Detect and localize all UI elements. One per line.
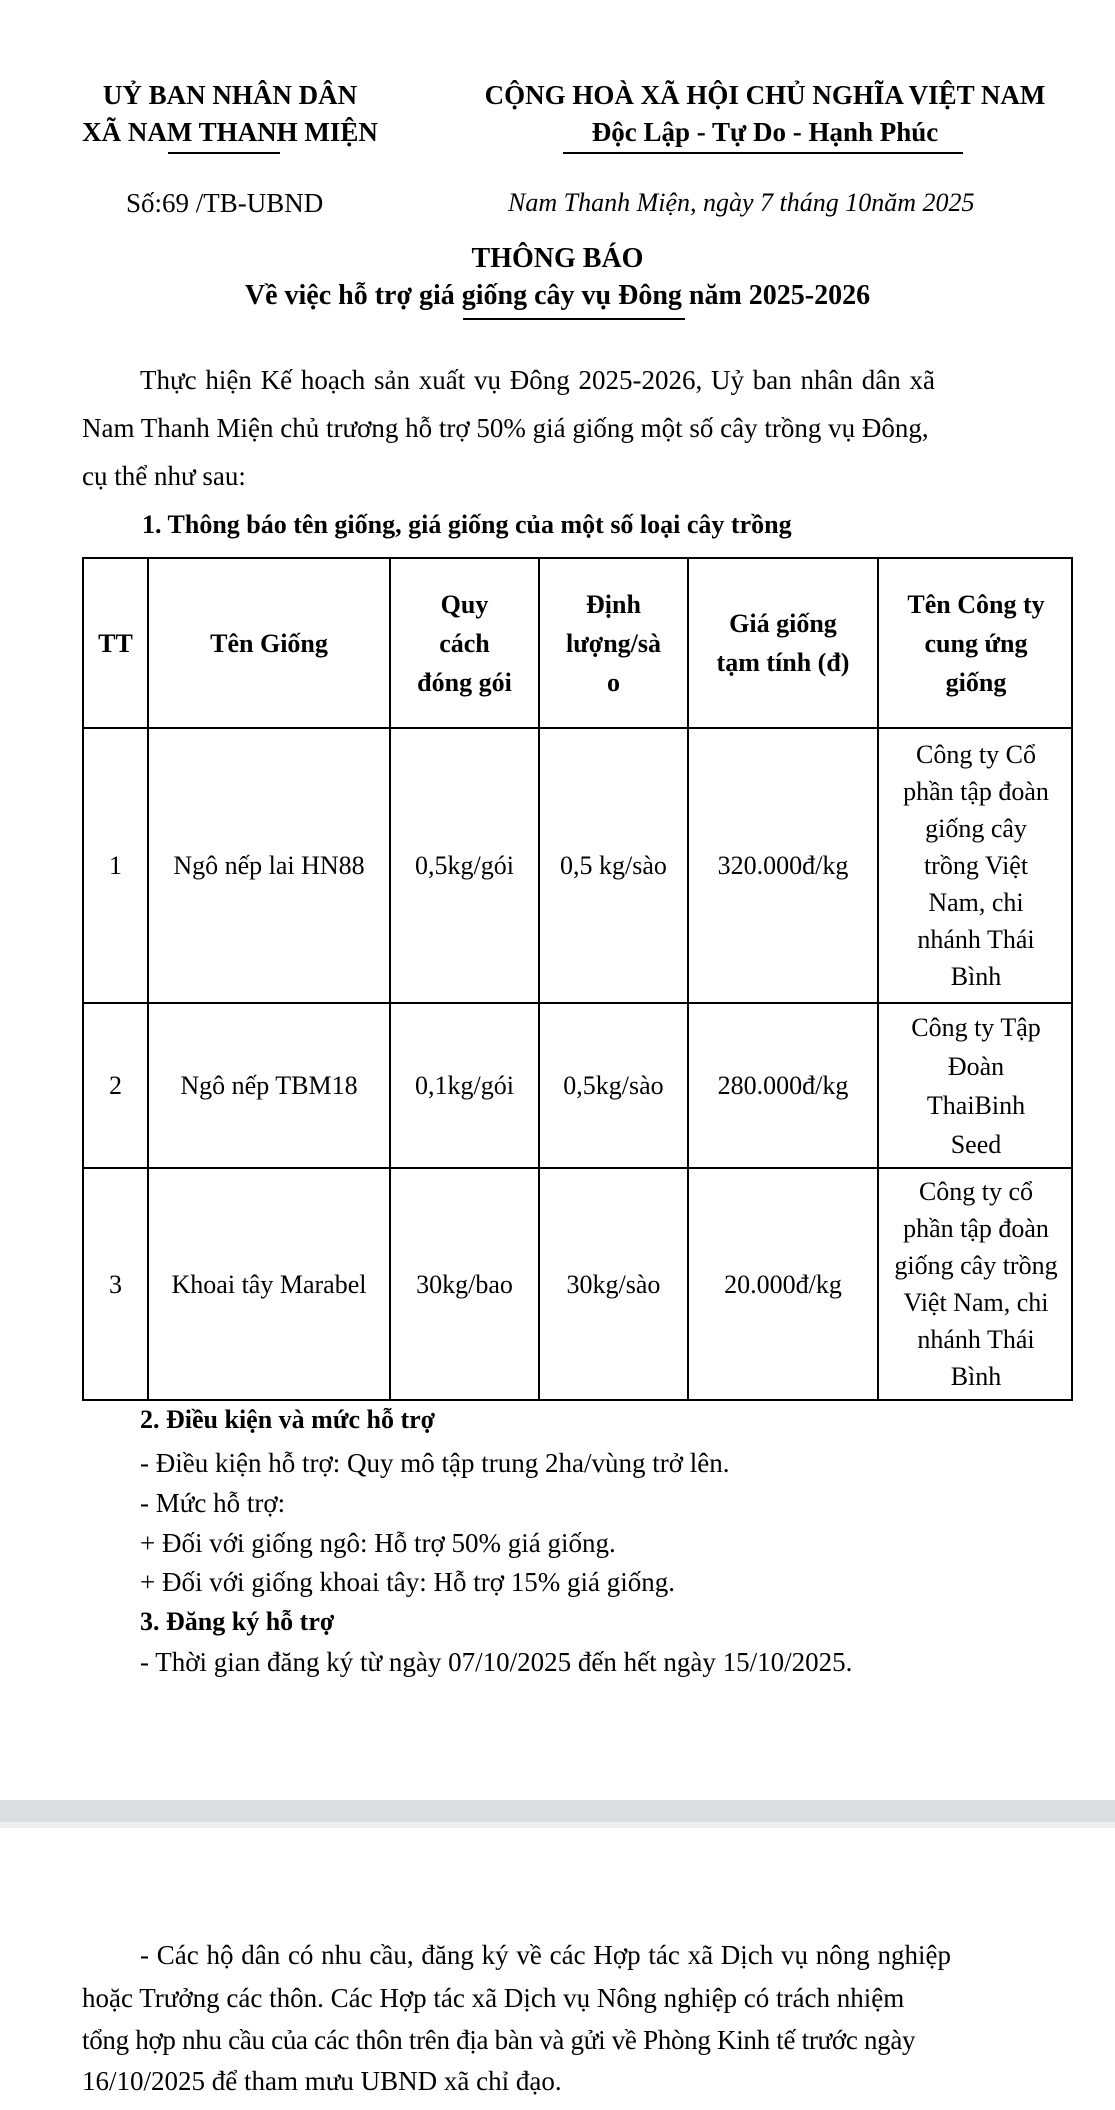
table-row-2-tt: 2 bbox=[109, 1071, 122, 1100]
table-row-2-pack: 0,1kg/gói bbox=[415, 1071, 514, 1100]
section1-heading: 1. Thông báo tên giống, giá giống của một số loại cây trồng bbox=[142, 510, 792, 539]
doc-number: Số:69 /TB-UBND bbox=[126, 188, 324, 218]
org-name-line1: UỶ BAN NHÂN DÂN bbox=[102, 80, 358, 110]
subtitle-underline bbox=[463, 318, 685, 320]
section3-heading: 3. Đăng ký hỗ trợ bbox=[140, 1607, 335, 1636]
table-row-3-price: 20.000đ/kg bbox=[724, 1269, 842, 1299]
nation-motto: Độc Lập - Tự Do - Hạnh Phúc bbox=[591, 117, 939, 147]
page2-line-4: 16/10/2025 để tham mưu UBND xã chỉ đạo. bbox=[82, 2066, 562, 2096]
seed-price-table bbox=[82, 557, 1073, 1401]
table-row-3-name: Khoai tây Marabel bbox=[171, 1269, 367, 1299]
table-row-2-name: Ngô nếp TBM18 bbox=[180, 1071, 358, 1100]
support-level: - Mức hỗ trợ: bbox=[140, 1488, 286, 1518]
page-break-shadow bbox=[0, 1822, 1115, 1828]
table-row-3-tt: 3 bbox=[109, 1269, 122, 1299]
table-row-1-name: Ngô nếp lai HN88 bbox=[173, 851, 365, 880]
org-underline bbox=[168, 152, 280, 154]
intro-line-2: Nam Thanh Miện chủ trương hỗ trợ 50% giá giống một số cây trồng vụ Đông, bbox=[82, 413, 929, 443]
table-row-3-pack: 30kg/bao bbox=[416, 1269, 513, 1299]
support-corn: + Đối với giống ngô: Hỗ trợ 50% giá giống. bbox=[140, 1528, 616, 1558]
th-packing: Quy cách đóng gói bbox=[417, 589, 512, 697]
table-row-1-tt: 1 bbox=[109, 851, 122, 880]
nation-title: CỘNG HOÀ XÃ HỘI CHỦ NGHĨA VIỆT NAM bbox=[484, 80, 1046, 110]
table-row-2-company: Công ty Tập Đoàn ThaiBinh Seed bbox=[911, 1012, 1041, 1159]
section2-heading: 2. Điều kiện và mức hỗ trợ bbox=[140, 1405, 436, 1434]
table-row-3-dose: 30kg/sào bbox=[566, 1269, 661, 1299]
page2-line-1: - Các hộ dân có nhu cầu, đăng ký về các Hợp tác xã Dịch vụ nông nghiệp bbox=[140, 1940, 952, 1970]
table-row-3-company: Công ty cổ phần tập đoàn giống cây trồng Việt Nam, chi nhánh Thái Bình bbox=[894, 1177, 1058, 1391]
th-seed-name: Tên Giống bbox=[210, 628, 328, 658]
org-name-line2: XÃ NAM THANH MIỆN bbox=[82, 117, 378, 147]
th-company: Tên Công ty cung ứng giống bbox=[907, 589, 1045, 697]
doc-title: THÔNG BÁO bbox=[471, 243, 644, 274]
table-row-1-price: 320.000đ/kg bbox=[717, 851, 849, 880]
motto-underline bbox=[563, 152, 963, 154]
th-price: Giá giống tạm tính (đ) bbox=[716, 609, 850, 677]
table-row-2-dose: 0,5kg/sào bbox=[563, 1071, 664, 1100]
intro-line-3: cụ thể như sau: bbox=[82, 461, 246, 491]
th-tt: TT bbox=[98, 628, 133, 658]
doc-subtitle: Về việc hỗ trợ giá giống cây vụ Đông năm 2025-2026 bbox=[244, 280, 871, 311]
intro-line-1: Thực hiện Kế hoạch sản xuất vụ Đông 2025-2026, Uỷ ban nhân dân xã bbox=[140, 365, 935, 395]
table-row-1-company: Công ty Cổ phần tập đoàn giống cây trồng Việt Nam, chi nhánh Thái Bình bbox=[903, 740, 1049, 991]
page2-line-3: tổng hợp nhu cầu của các thôn trên địa bàn và gửi về Phòng Kinh tế trước ngày bbox=[82, 2025, 916, 2055]
table-row-2-price: 280.000đ/kg bbox=[717, 1071, 849, 1100]
page-break bbox=[0, 1800, 1115, 1822]
th-dosage: Định lượng/sà o bbox=[565, 589, 662, 697]
table-row-1-dose: 0,5 kg/sào bbox=[560, 851, 667, 880]
support-condition: - Điều kiện hỗ trợ: Quy mô tập trung 2ha/vùng trở lên. bbox=[140, 1448, 730, 1478]
registration-time: - Thời gian đăng ký từ ngày 07/10/2025 đến hết ngày 15/10/2025. bbox=[140, 1647, 853, 1677]
table-row-1-pack: 0,5kg/gói bbox=[415, 851, 514, 880]
page2-line-2: hoặc Trưởng các thôn. Các Hợp tác xã Dịch vụ Nông nghiệp có trách nhiệm bbox=[82, 1983, 905, 2013]
doc-date: Nam Thanh Miện, ngày 7 tháng 10năm 2025 bbox=[508, 188, 975, 217]
support-potato: + Đối với giống khoai tây: Hỗ trợ 15% giá giống. bbox=[140, 1567, 675, 1597]
